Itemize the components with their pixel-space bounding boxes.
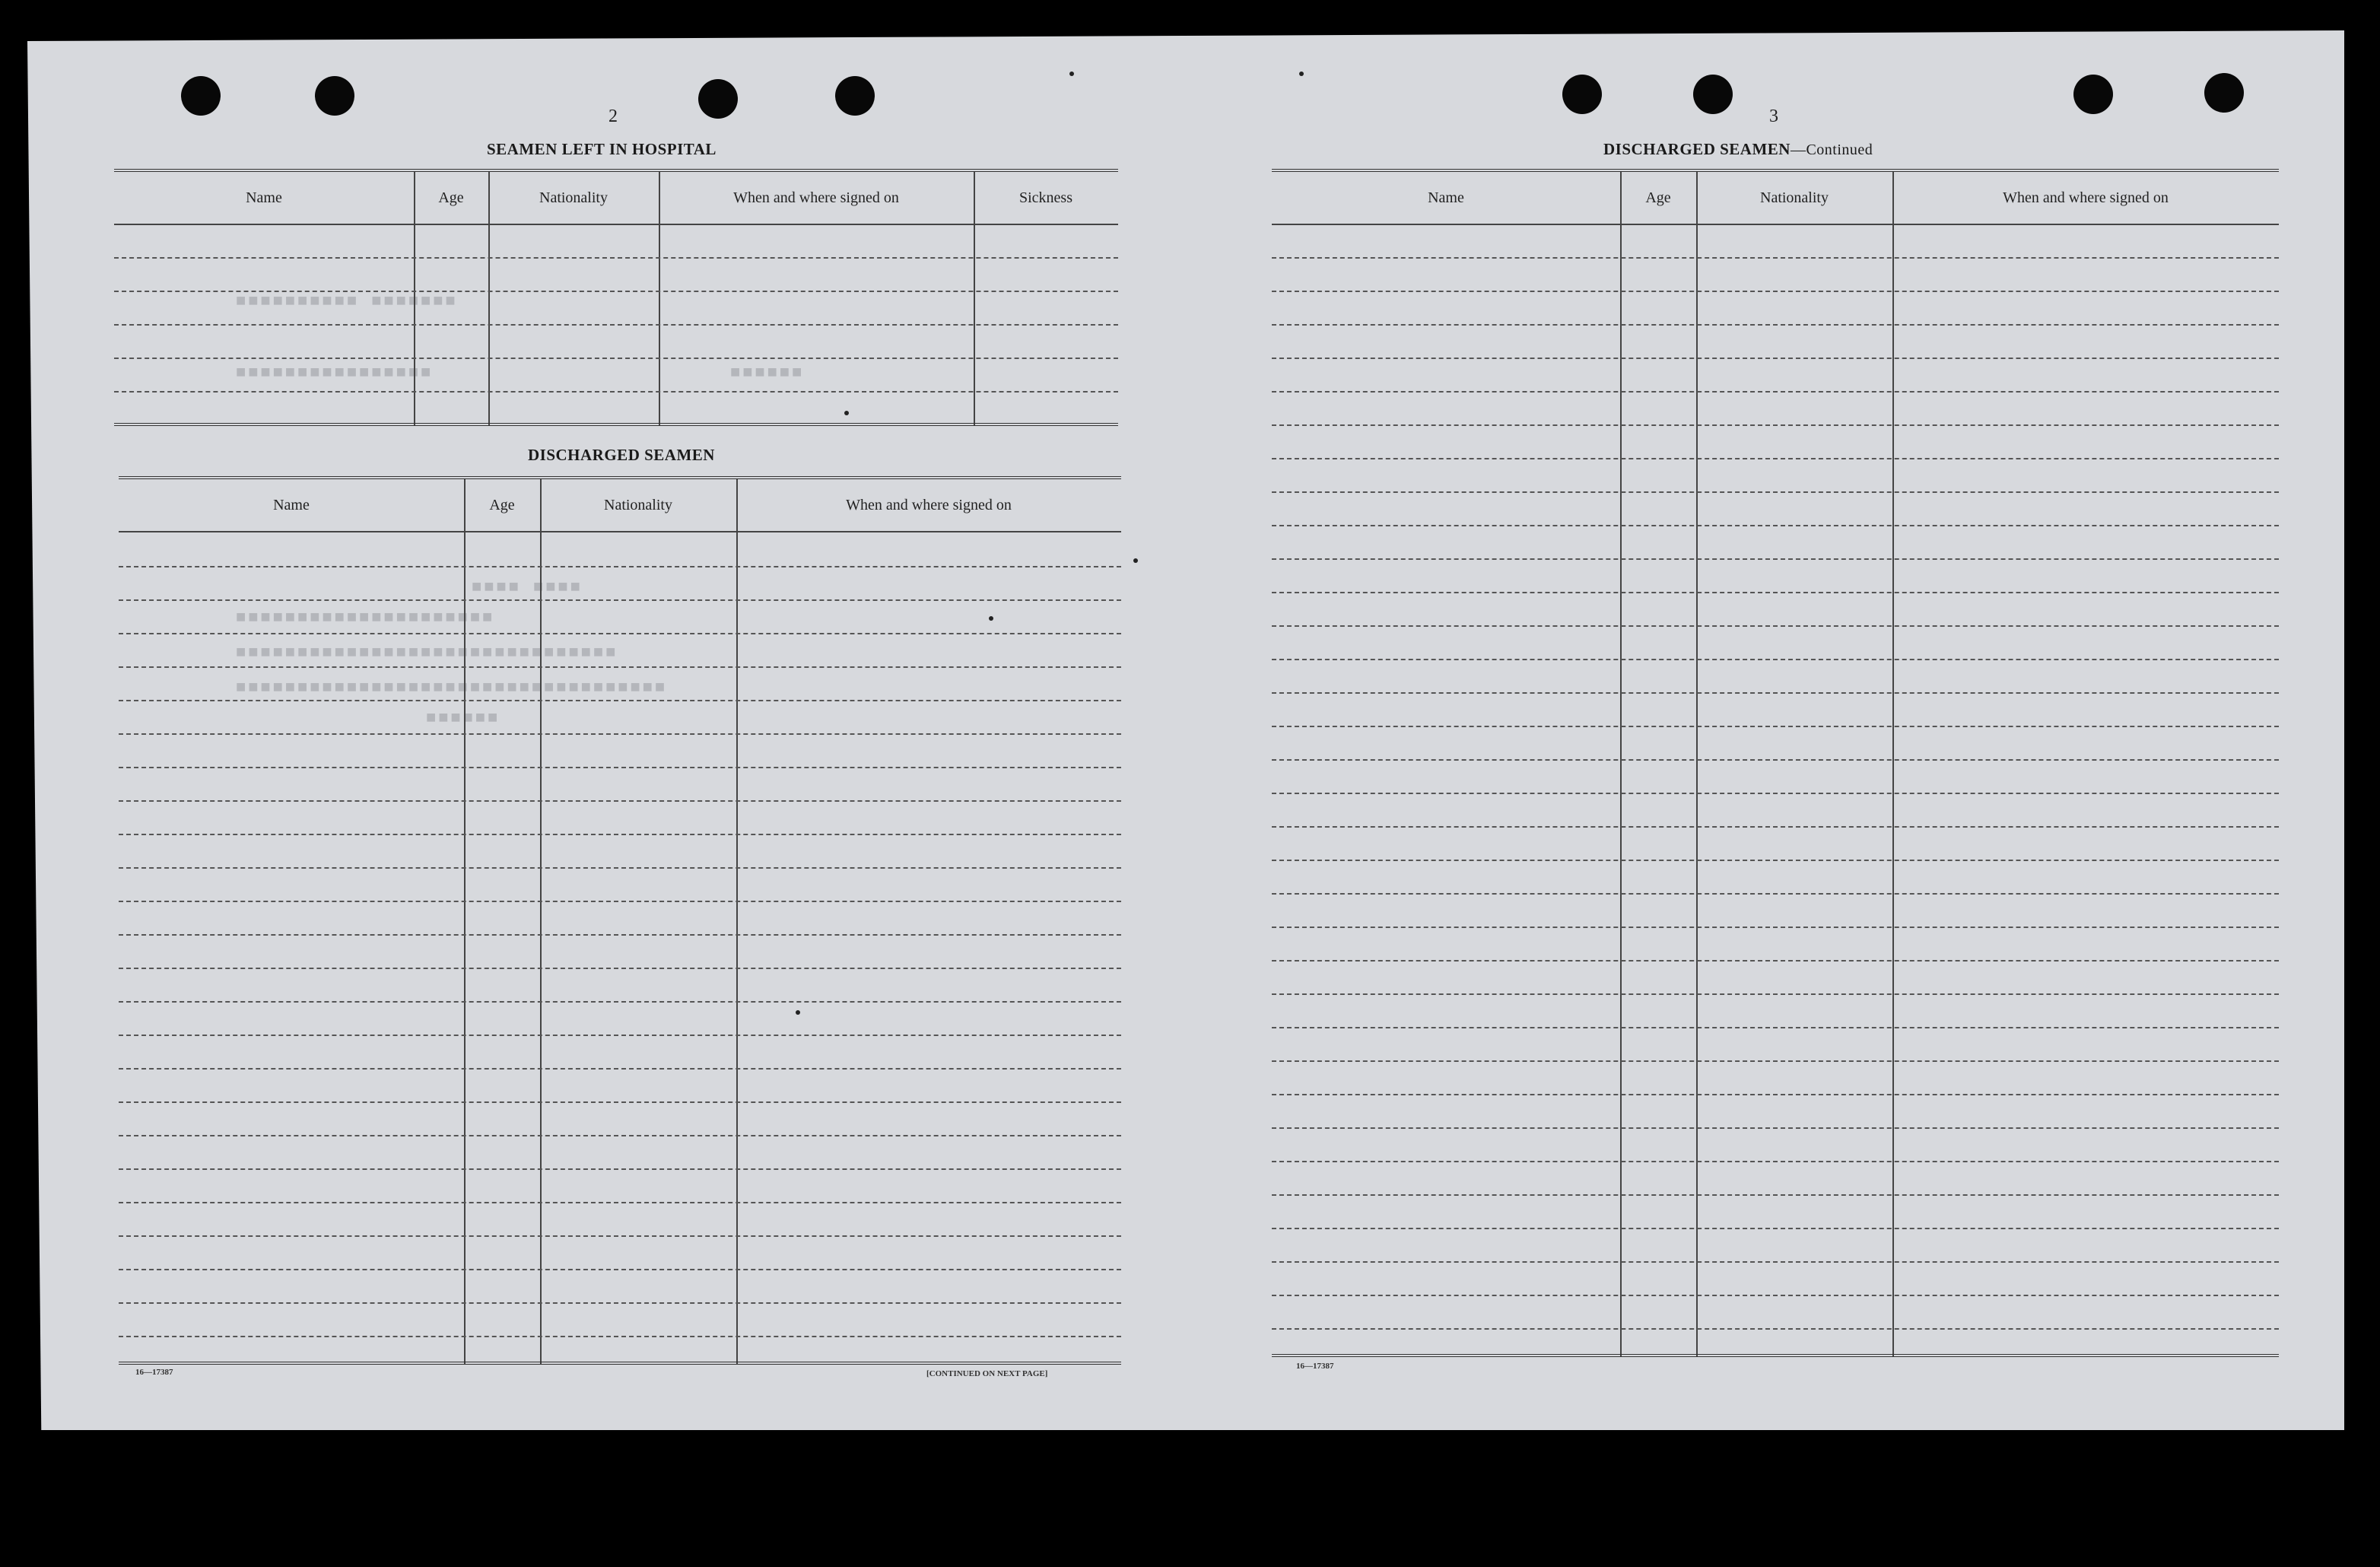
table-row [1272, 793, 2279, 794]
table-row [1272, 625, 2279, 627]
bleed-through-text: ■■■■■■■■■■■■■■■■■■■■■ [236, 609, 495, 628]
table-row [1272, 893, 2279, 895]
table-row [1272, 491, 2279, 493]
table-row [1272, 458, 2279, 459]
table-row [119, 867, 1121, 869]
table-row [114, 391, 1118, 393]
table-row [119, 633, 1121, 634]
table-row [1272, 257, 2279, 259]
table-row [1272, 324, 2279, 326]
table-row [1272, 291, 2279, 292]
table-row [1272, 826, 2279, 828]
column-header-age: Age [1645, 189, 1671, 206]
table-row [119, 1302, 1121, 1304]
bleed-through-text: ■■■■■■ [730, 364, 805, 383]
table-row [1272, 1060, 2279, 1062]
punch-hole [2073, 75, 2113, 114]
column-header-sickness: Sickness [1019, 189, 1072, 206]
table-row [119, 1235, 1121, 1237]
table-row [1272, 1295, 2279, 1296]
discharged-table-right [1272, 169, 2279, 1357]
column-header-name: Name [273, 496, 310, 513]
table-row [119, 666, 1121, 668]
speck [1133, 558, 1138, 563]
column-header-signed-on: When and where signed on [846, 496, 1012, 513]
punch-hole [315, 76, 354, 116]
table-row [119, 1336, 1121, 1337]
table-row [114, 358, 1118, 359]
table-row [1272, 1027, 2279, 1028]
table-row [119, 1135, 1121, 1136]
table-row [1272, 726, 2279, 727]
column-divider [414, 172, 415, 426]
bleed-through-text: ■■■■■■■■■■ ■■■■■■■ [236, 292, 458, 311]
table-row [1272, 592, 2279, 593]
column-divider [974, 172, 975, 426]
table-row [119, 934, 1121, 936]
table-row [1272, 1194, 2279, 1196]
table-row [119, 1202, 1121, 1203]
column-divider [659, 172, 660, 426]
punch-hole [181, 76, 221, 116]
table-row [1272, 860, 2279, 861]
discharged-table-left [119, 476, 1121, 1365]
table-row [119, 599, 1121, 601]
table-row [1272, 1127, 2279, 1129]
table-row [1272, 927, 2279, 928]
column-divider [488, 172, 490, 426]
bleed-through-text: ■■■■■■■■■■■■■■■■■■■■■■■■■■■■■■■■■■■ [236, 679, 668, 698]
column-header-age: Age [489, 496, 515, 513]
table-row [119, 700, 1121, 701]
table-row [119, 834, 1121, 835]
discharged-section-title: DISCHARGED SEAMEN [528, 446, 715, 464]
table-row [119, 1269, 1121, 1270]
table-row [1272, 692, 2279, 694]
column-header-signed-on: When and where signed on [2003, 189, 2169, 206]
table-row [1272, 1261, 2279, 1263]
punch-hole [698, 79, 738, 119]
title-suffix: —Continued [1790, 141, 1873, 158]
table-row [119, 968, 1121, 969]
table-bottom-rule [119, 1362, 1121, 1365]
table-row [119, 566, 1121, 567]
column-header-age: Age [438, 189, 464, 206]
hospital-section-title: SEAMEN LEFT IN HOSPITAL [487, 140, 717, 158]
column-header-signed-on: When and where signed on [733, 189, 899, 206]
bleed-through-text: ■■■■■■■■■■■■■■■■ [236, 364, 434, 383]
column-divider [1892, 172, 1894, 1357]
speck [1299, 72, 1304, 76]
table-row [119, 901, 1121, 902]
table-row [119, 1035, 1121, 1036]
table-row [114, 324, 1118, 326]
column-divider [1696, 172, 1698, 1357]
column-divider [736, 479, 738, 1365]
table-row [1272, 1228, 2279, 1229]
table-row [1272, 659, 2279, 660]
table-row [119, 733, 1121, 735]
column-divider [540, 479, 542, 1365]
page-number: 3 [1769, 106, 1778, 126]
column-header-name: Name [246, 189, 282, 206]
table-row [1272, 1328, 2279, 1330]
table-row [114, 291, 1118, 292]
table-row [119, 1168, 1121, 1170]
table-row [119, 800, 1121, 802]
column-header-nationality: Nationality [1760, 189, 1829, 206]
continued-note: [CONTINUED ON NEXT PAGE] [926, 1369, 1048, 1378]
bleed-through-text: ■■■■■■■■■■■■■■■■■■■■■■■■■■■■■■■ [236, 644, 618, 663]
form-number: 16—17387 [135, 1368, 173, 1377]
table-row [1272, 525, 2279, 526]
column-header-nationality: Nationality [604, 496, 672, 513]
column-divider [1620, 172, 1622, 1357]
table-row [119, 1001, 1121, 1003]
discharged-continued-title [1603, 140, 1873, 159]
punch-hole [1562, 75, 1602, 114]
table-row [1272, 1094, 2279, 1095]
table-row [1272, 759, 2279, 761]
table-bottom-rule [1272, 1354, 2279, 1357]
table-row [114, 257, 1118, 259]
hospital-table [114, 169, 1118, 426]
bleed-through-text: ■■■■■■ [426, 709, 500, 728]
table-row [119, 1068, 1121, 1070]
page-number: 2 [609, 106, 618, 126]
table-row [1272, 558, 2279, 560]
form-number: 16—17387 [1296, 1362, 1334, 1371]
table-row [1272, 391, 2279, 393]
punch-hole [2204, 73, 2244, 113]
table-row [1272, 993, 2279, 995]
table-row [119, 1101, 1121, 1103]
speck [1069, 72, 1074, 76]
table-row [1272, 1161, 2279, 1162]
title-main: DISCHARGED SEAMEN [1603, 140, 1791, 158]
punch-hole [1693, 75, 1733, 114]
bleed-through-text: ■■■■ ■■■■ [472, 578, 583, 597]
punch-hole [835, 76, 875, 116]
table-bottom-rule [114, 423, 1118, 426]
column-header-nationality: Nationality [539, 189, 608, 206]
table-row [1272, 358, 2279, 359]
column-header-name: Name [1428, 189, 1464, 206]
column-divider [464, 479, 466, 1365]
table-row [1272, 424, 2279, 426]
table-row [119, 767, 1121, 768]
table-row [1272, 960, 2279, 961]
